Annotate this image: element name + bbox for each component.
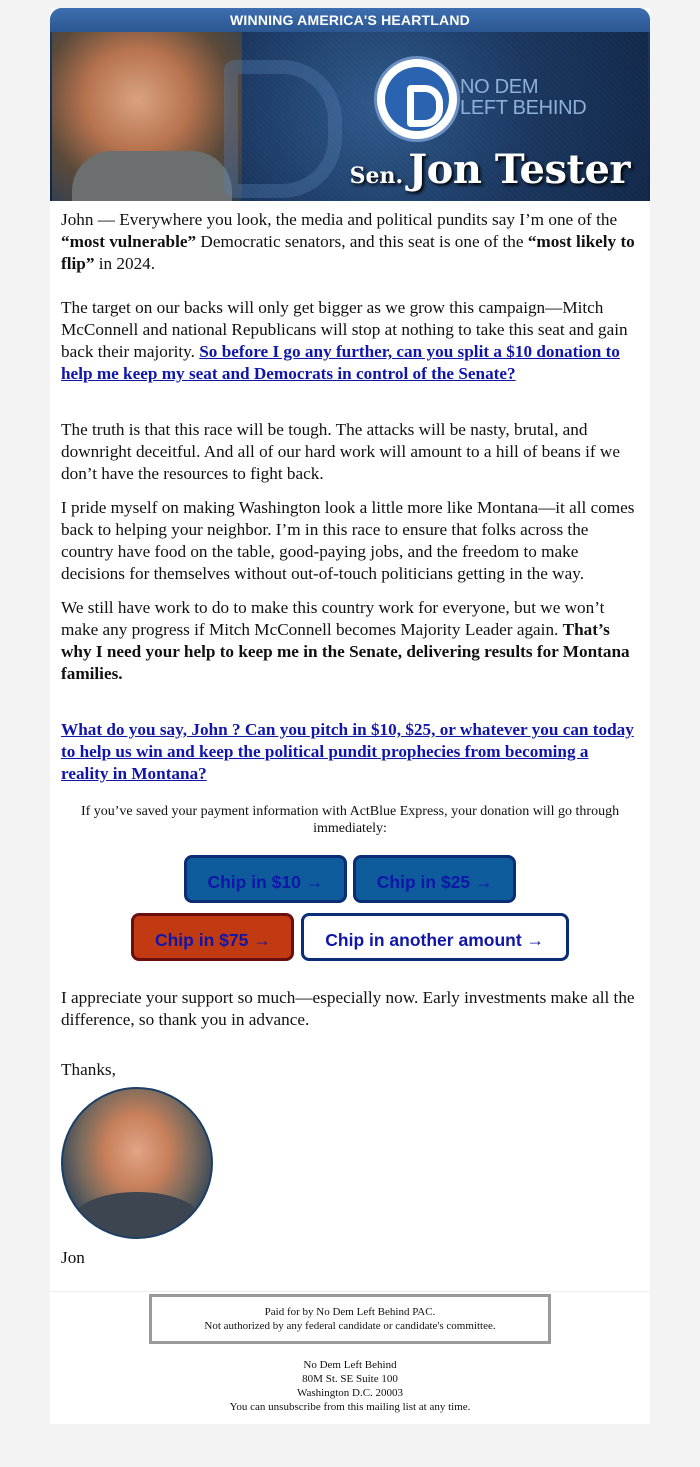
background-d-emblem — [224, 60, 342, 198]
avatar — [61, 1087, 213, 1239]
logo-line-1: NO DEM — [460, 76, 539, 98]
logo-line-2: LEFT BEHIND — [460, 97, 587, 119]
chip-in-25-button[interactable]: Chip in $25 → — [353, 855, 516, 903]
thanks-text: Thanks, — [61, 1060, 116, 1079]
senator-prefix: Sen. — [349, 163, 404, 189]
paragraph-6 — [61, 719, 639, 785]
paid-line-1: Paid for by No Dem Left Behind PAC. — [264, 1306, 436, 1318]
email-footer — [50, 1291, 650, 1424]
paragraph-3: The truth is that this race will be tough. The attacks will be nasty, brutal, and downright deceitful. And all of our hard work will amount to a hill of beans if we don’t have the resources to fight back. — [61, 420, 620, 483]
banner-hero — [52, 32, 648, 201]
senator-fullname: Jon Tester — [408, 146, 630, 193]
chip-in-10-button[interactable]: Chip in $10 → — [184, 855, 347, 903]
paragraph-2: The target on our backs will only get bigger as we grow this campaign—Mitch McConnell and national Republicans will stop at nothing to take this seat and gain back their majority. So before I go any further, can you split a $10 donation to help me keep my seat and Democrats in control of the Senate? — [61, 298, 628, 383]
senator-name — [350, 146, 630, 193]
button-row-2 — [61, 913, 639, 961]
paid-line-2: Not authorized by any federal candidate or candidate's committee. — [204, 1320, 496, 1332]
unsubscribe-text: You can unsubscribe from this mailing list at any time. — [229, 1401, 471, 1413]
address-line-2: 80M St. SE Suite 100 — [302, 1373, 398, 1385]
pitch-in-link[interactable]: What do you say, John ? Can you pitch in $10, $25, or whatever you can today to help us win and keep the political pundit prophecies from becoming a reality in Montana? — [61, 720, 634, 783]
signature-block — [61, 1059, 639, 1269]
chip-in-75-button[interactable]: Chip in $75 → — [131, 913, 294, 961]
paragraph-7: I appreciate your support so much—especially now. Early investments make all the difference, so thank you in advance. — [61, 988, 635, 1029]
button-row-1 — [61, 855, 639, 903]
chip-in-other-button[interactable]: Chip in another amount → — [301, 913, 569, 961]
donate-10-link[interactable]: So before I go any further, can you split a $10 donation to help me keep my seat and Democrats in control of the Senate? — [61, 342, 620, 383]
email-body — [50, 201, 650, 1269]
mailing-address — [50, 1358, 650, 1414]
no-dem-logo-icon — [374, 56, 460, 142]
senator-photo — [52, 32, 242, 201]
actblue-note: If you’ve saved your payment information with ActBlue Express, your donation will go through immediately: — [80, 804, 620, 836]
senator-shirt — [72, 151, 232, 201]
paragraph-1: John — Everywhere you look, the media and political pundits say I’m one of the “most vulnerable” Democratic senators, and this seat is one of the “most likely to flip” in 2024. — [61, 210, 635, 273]
header-banner — [50, 8, 650, 201]
logo-text — [460, 77, 586, 119]
signoff-name: Jon — [61, 1248, 85, 1267]
paid-for-box — [149, 1294, 551, 1344]
address-line-1: No Dem Left Behind — [303, 1359, 397, 1371]
banner-tagline: WINNING AMERICA'S HEARTLAND — [50, 8, 650, 32]
paragraph-5: We still have work to do to make this country work for everyone, but we won’t make any progress if Mitch McConnell becomes Majority Leader again. That’s why I need your help to keep me in the Senate, delivering results for Montana families. — [61, 598, 630, 683]
email-container — [50, 8, 650, 1424]
address-line-3: Washington D.C. 20003 — [296, 1387, 404, 1399]
paragraph-4: I pride myself on making Washington look a little more like Montana—it all comes back to helping your neighbor. I’m in this race to ensure that folks across the country have food on the table, good-paying jobs, and the freedom to make decisions for themselves without out-of-touch politicians getting in the way. — [61, 498, 635, 583]
